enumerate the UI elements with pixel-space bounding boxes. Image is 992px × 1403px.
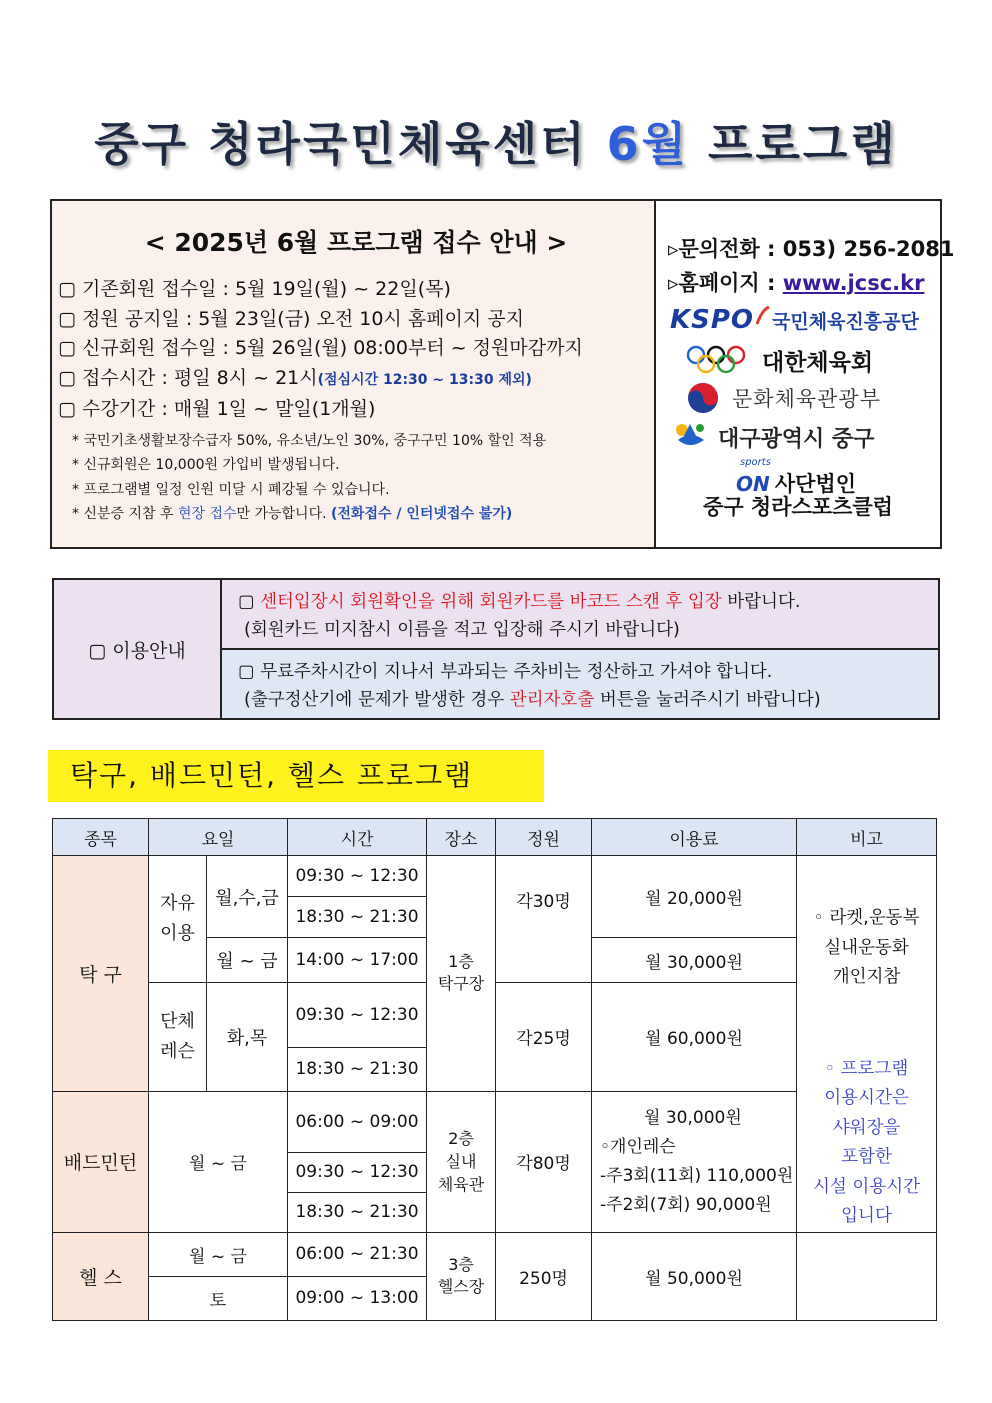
remark-equipment: ◦ 라켓,운동복 실내운동화 개인지참 xyxy=(813,908,920,987)
sport-gym: 헬 스 xyxy=(53,1232,149,1320)
district-logo: 대구광역시 중구 xyxy=(672,420,874,454)
gym-time1: 06:00 ~ 21:30 xyxy=(288,1232,427,1276)
tt-time: 14:00 ~ 17:00 xyxy=(288,938,427,983)
table-header-row xyxy=(53,819,937,856)
homepage-link[interactable]: www.jcsc.kr xyxy=(782,271,925,295)
tt-place: 1층 탁구장 xyxy=(427,856,496,1092)
bd-days: 월 ~ 금 xyxy=(149,1091,288,1232)
usage-guide xyxy=(52,578,940,720)
tt-group-label: 단체 레슨 xyxy=(149,983,207,1092)
district-emblem-icon xyxy=(672,420,708,454)
cancel-note: * 프로그램별 일정 인원 미달 시 폐강될 수 있습니다. xyxy=(72,481,390,498)
registration-info xyxy=(52,201,656,547)
gym-place: 3층 헬스장 xyxy=(427,1232,496,1320)
header-sport: 종목 xyxy=(53,819,149,856)
header-fee: 이용료 xyxy=(592,819,797,856)
kspo-swoosh-icon xyxy=(756,306,770,326)
bd-place: 2층 실내 체육관 xyxy=(427,1091,496,1232)
signup-fee-note: * 신규회원은 10,000원 가입비 발생됩니다. xyxy=(72,457,340,473)
notice-line-quota: ▢ 정원 공지일 : 5월 23일(금) 오전 10시 홈페이지 공지 xyxy=(58,307,524,330)
sport-badminton: 배드민턴 xyxy=(53,1091,149,1232)
tt-time: 09:30 ~ 12:30 xyxy=(288,983,427,1048)
gym-days2: 토 xyxy=(149,1276,288,1320)
bd-fee: 월 30,000원 ◦개인레슨 -주3회(11회) 110,000원 -주2회(7회) 90,000원 xyxy=(592,1091,797,1232)
usage-guide-label: ▢ 이용안내 xyxy=(54,580,222,718)
header-place: 장소 xyxy=(427,819,496,856)
tt-time: 18:30 ~ 21:30 xyxy=(288,1047,427,1091)
notice-line-period: ▢ 수강기간 : 매월 1일 ~ 말일(1개월) xyxy=(58,398,376,420)
notice-line-hours: ▢ 접수시간 : 평일 8시 ~ 21시(점심시간 12:30 ~ 13:30 제외) xyxy=(58,366,532,389)
bd-time: 18:30 ~ 21:30 xyxy=(288,1192,427,1232)
tt-time: 09:30 ~ 12:30 xyxy=(288,856,427,897)
header-capacity: 정원 xyxy=(496,819,592,856)
tt-time: 18:30 ~ 21:30 xyxy=(288,897,427,938)
phone-contact: ▹문의전화 : 053) 256-2081 xyxy=(668,237,955,261)
gym-days1: 월 ~ 금 xyxy=(149,1232,288,1276)
discount-note: * 국민기초생활보장수급자 50%, 유소년/노인 30%, 중구구민 10% 할인 적용 xyxy=(72,432,547,449)
taegeuk-icon xyxy=(686,381,720,415)
remarks-cell xyxy=(797,856,937,1233)
registration-notice-box xyxy=(50,199,955,549)
bd-time: 09:30 ~ 12:30 xyxy=(288,1152,427,1192)
header-remarks: 비고 xyxy=(797,819,937,856)
bd-capacity: 각80명 xyxy=(496,1091,592,1232)
id-note: * 신분증 지참 후 현장 접수만 가능합니다. (전화접수 / 인터넷접수 불가) xyxy=(72,506,513,522)
sports-council-logo: 대한체육회 xyxy=(684,343,873,377)
remark-facility-time: ◦ 프로그램 이용시간은 샤워장을 포함한 시설 이용시간 입니다 xyxy=(813,1058,921,1226)
page-title: 중구 청라국민체육센터 6월 프로그램 xyxy=(94,117,898,171)
tt-free-days2: 월 ~ 금 xyxy=(207,938,288,983)
header-time: 시간 xyxy=(288,819,427,856)
tt-free-days1: 월,수,금 xyxy=(207,856,288,938)
program-schedule-table xyxy=(52,818,937,1321)
tt-free-label: 자유 이용 xyxy=(149,856,207,983)
sports-club-name: 중구 청라스포츠클럽 xyxy=(703,495,893,519)
tt-group-days: 화,목 xyxy=(207,983,288,1092)
bd-time: 06:00 ~ 09:00 xyxy=(288,1091,427,1152)
homepage-contact: ▹홈페이지 : www.jcsc.kr xyxy=(668,271,925,295)
notice-line-new: ▢ 신규회원 접수일 : 5월 26일(월) 08:00부터 ~ 정원마감까지 xyxy=(58,337,583,359)
gym-time2: 09:00 ~ 13:00 xyxy=(288,1276,427,1320)
sports-club-logo: sports ON 사단법인 xyxy=(736,457,856,496)
tt-capacity1: 각30명 xyxy=(496,856,592,983)
ministry-logo: 문화체육관광부 xyxy=(686,381,881,415)
header-days: 요일 xyxy=(149,819,288,856)
section-title: 탁구, 배드민턴, 헬스 프로그램 xyxy=(48,750,544,802)
tt-capacity2: 각25명 xyxy=(496,983,592,1092)
olympic-rings-icon xyxy=(684,343,750,377)
lunch-note: (점심시간 12:30 ~ 13:30 제외) xyxy=(317,371,532,388)
sport-tabletennis: 탁 구 xyxy=(53,856,149,1092)
guide-membership-card: ▢ 센터입장시 회원확인을 위해 회원카드를 바코드 스캔 후 입장 바랍니다. (회원카드 미지참시 이름을 적고 입장해 주시기 바랍니다) xyxy=(222,580,938,650)
gym-remarks-empty xyxy=(797,1232,937,1320)
tt-fee2: 월 30,000원 xyxy=(592,938,797,983)
tt-fee1: 월 20,000원 xyxy=(592,856,797,938)
tt-fee3: 월 60,000원 xyxy=(592,983,797,1092)
gym-fee: 월 50,000원 xyxy=(592,1232,797,1320)
contact-panel xyxy=(656,201,955,547)
table-row xyxy=(53,856,937,897)
kspo-logo: KSPO 국민체육진흥공단 xyxy=(670,305,919,335)
guide-parking: ▢ 무료주차시간이 지나서 부과되는 주차비는 정산하고 가셔야 합니다. (출구정산기에 문제가 발생한 경우 관리자호출 버튼을 눌러주시기 바랍니다) xyxy=(222,650,938,718)
notice-heading: < 2025년 6월 프로그램 접수 안내 > xyxy=(144,228,568,257)
table-row xyxy=(53,1232,937,1276)
notice-line-existing: ▢ 기존회원 접수일 : 5월 19일(월) ~ 22일(목) xyxy=(58,278,451,300)
gym-capacity: 250명 xyxy=(496,1232,592,1320)
